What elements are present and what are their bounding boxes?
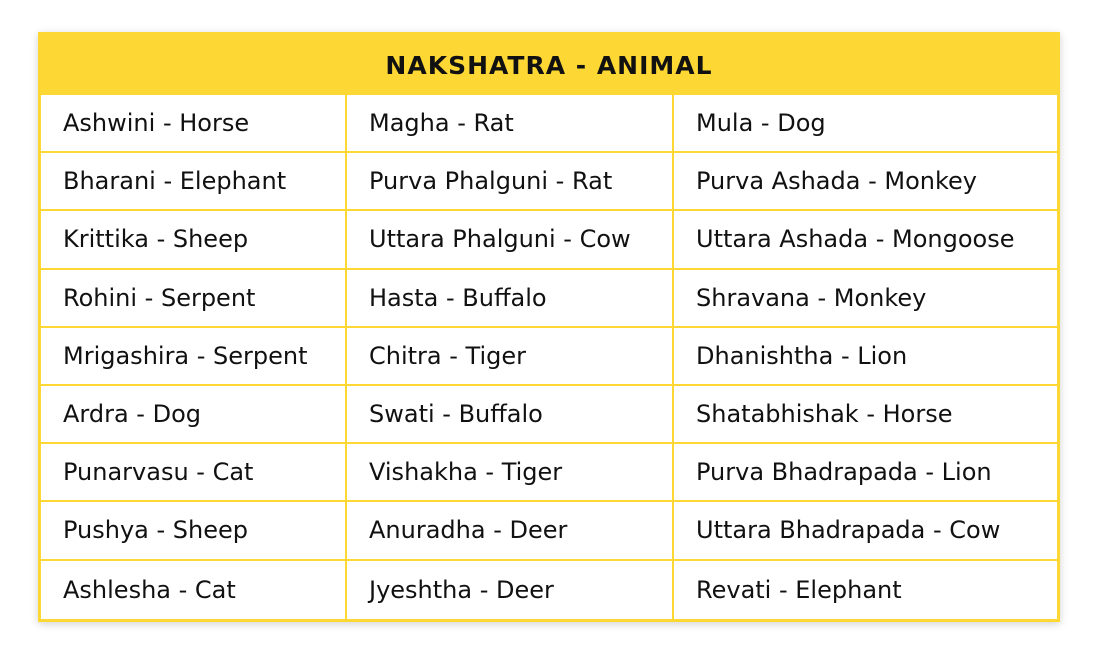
table-cell: Rohini - Serpent: [41, 270, 347, 328]
table-cell: Chitra - Tiger: [347, 328, 674, 386]
table-cell: Krittika - Sheep: [41, 211, 347, 269]
table-cell: Jyeshtha - Deer: [347, 561, 674, 619]
table-cell: Uttara Bhadrapada - Cow: [674, 502, 1057, 560]
table-body: [41, 95, 1057, 619]
table-cell: Dhanishtha - Lion: [674, 328, 1057, 386]
table-cell: Ardra - Dog: [41, 386, 347, 444]
table-cell: Bharani - Elephant: [41, 153, 347, 211]
table-cell: Shatabhishak - Horse: [674, 386, 1057, 444]
table-cell: Punarvasu - Cat: [41, 444, 347, 502]
table-cell: Shravana - Monkey: [674, 270, 1057, 328]
table-cell: Uttara Phalguni - Cow: [347, 211, 674, 269]
table-title: NAKSHATRA - ANIMAL: [41, 35, 1057, 95]
table-cell: Mula - Dog: [674, 95, 1057, 153]
table-cell: Pushya - Sheep: [41, 502, 347, 560]
table-cell: Swati - Buffalo: [347, 386, 674, 444]
nakshatra-animal-table: [38, 32, 1060, 622]
table-cell: Vishakha - Tiger: [347, 444, 674, 502]
table-cell: Mrigashira - Serpent: [41, 328, 347, 386]
table-cell: Magha - Rat: [347, 95, 674, 153]
table-cell: Revati - Elephant: [696, 575, 902, 604]
table-cell: Ashlesha - Cat: [41, 561, 347, 619]
table-cell: Purva Phalguni - Rat: [347, 153, 674, 211]
table-cell: Hasta - Buffalo: [347, 270, 674, 328]
table-cell: Uttara Ashada - Mongoose: [674, 211, 1057, 269]
table-cell: Purva Ashada - Monkey: [674, 153, 1057, 211]
table-cell: Anuradha - Deer: [347, 502, 674, 560]
table-cell: Purva Bhadrapada - Lion: [674, 444, 1057, 502]
table-cell: Ashwini - Horse: [41, 95, 347, 153]
